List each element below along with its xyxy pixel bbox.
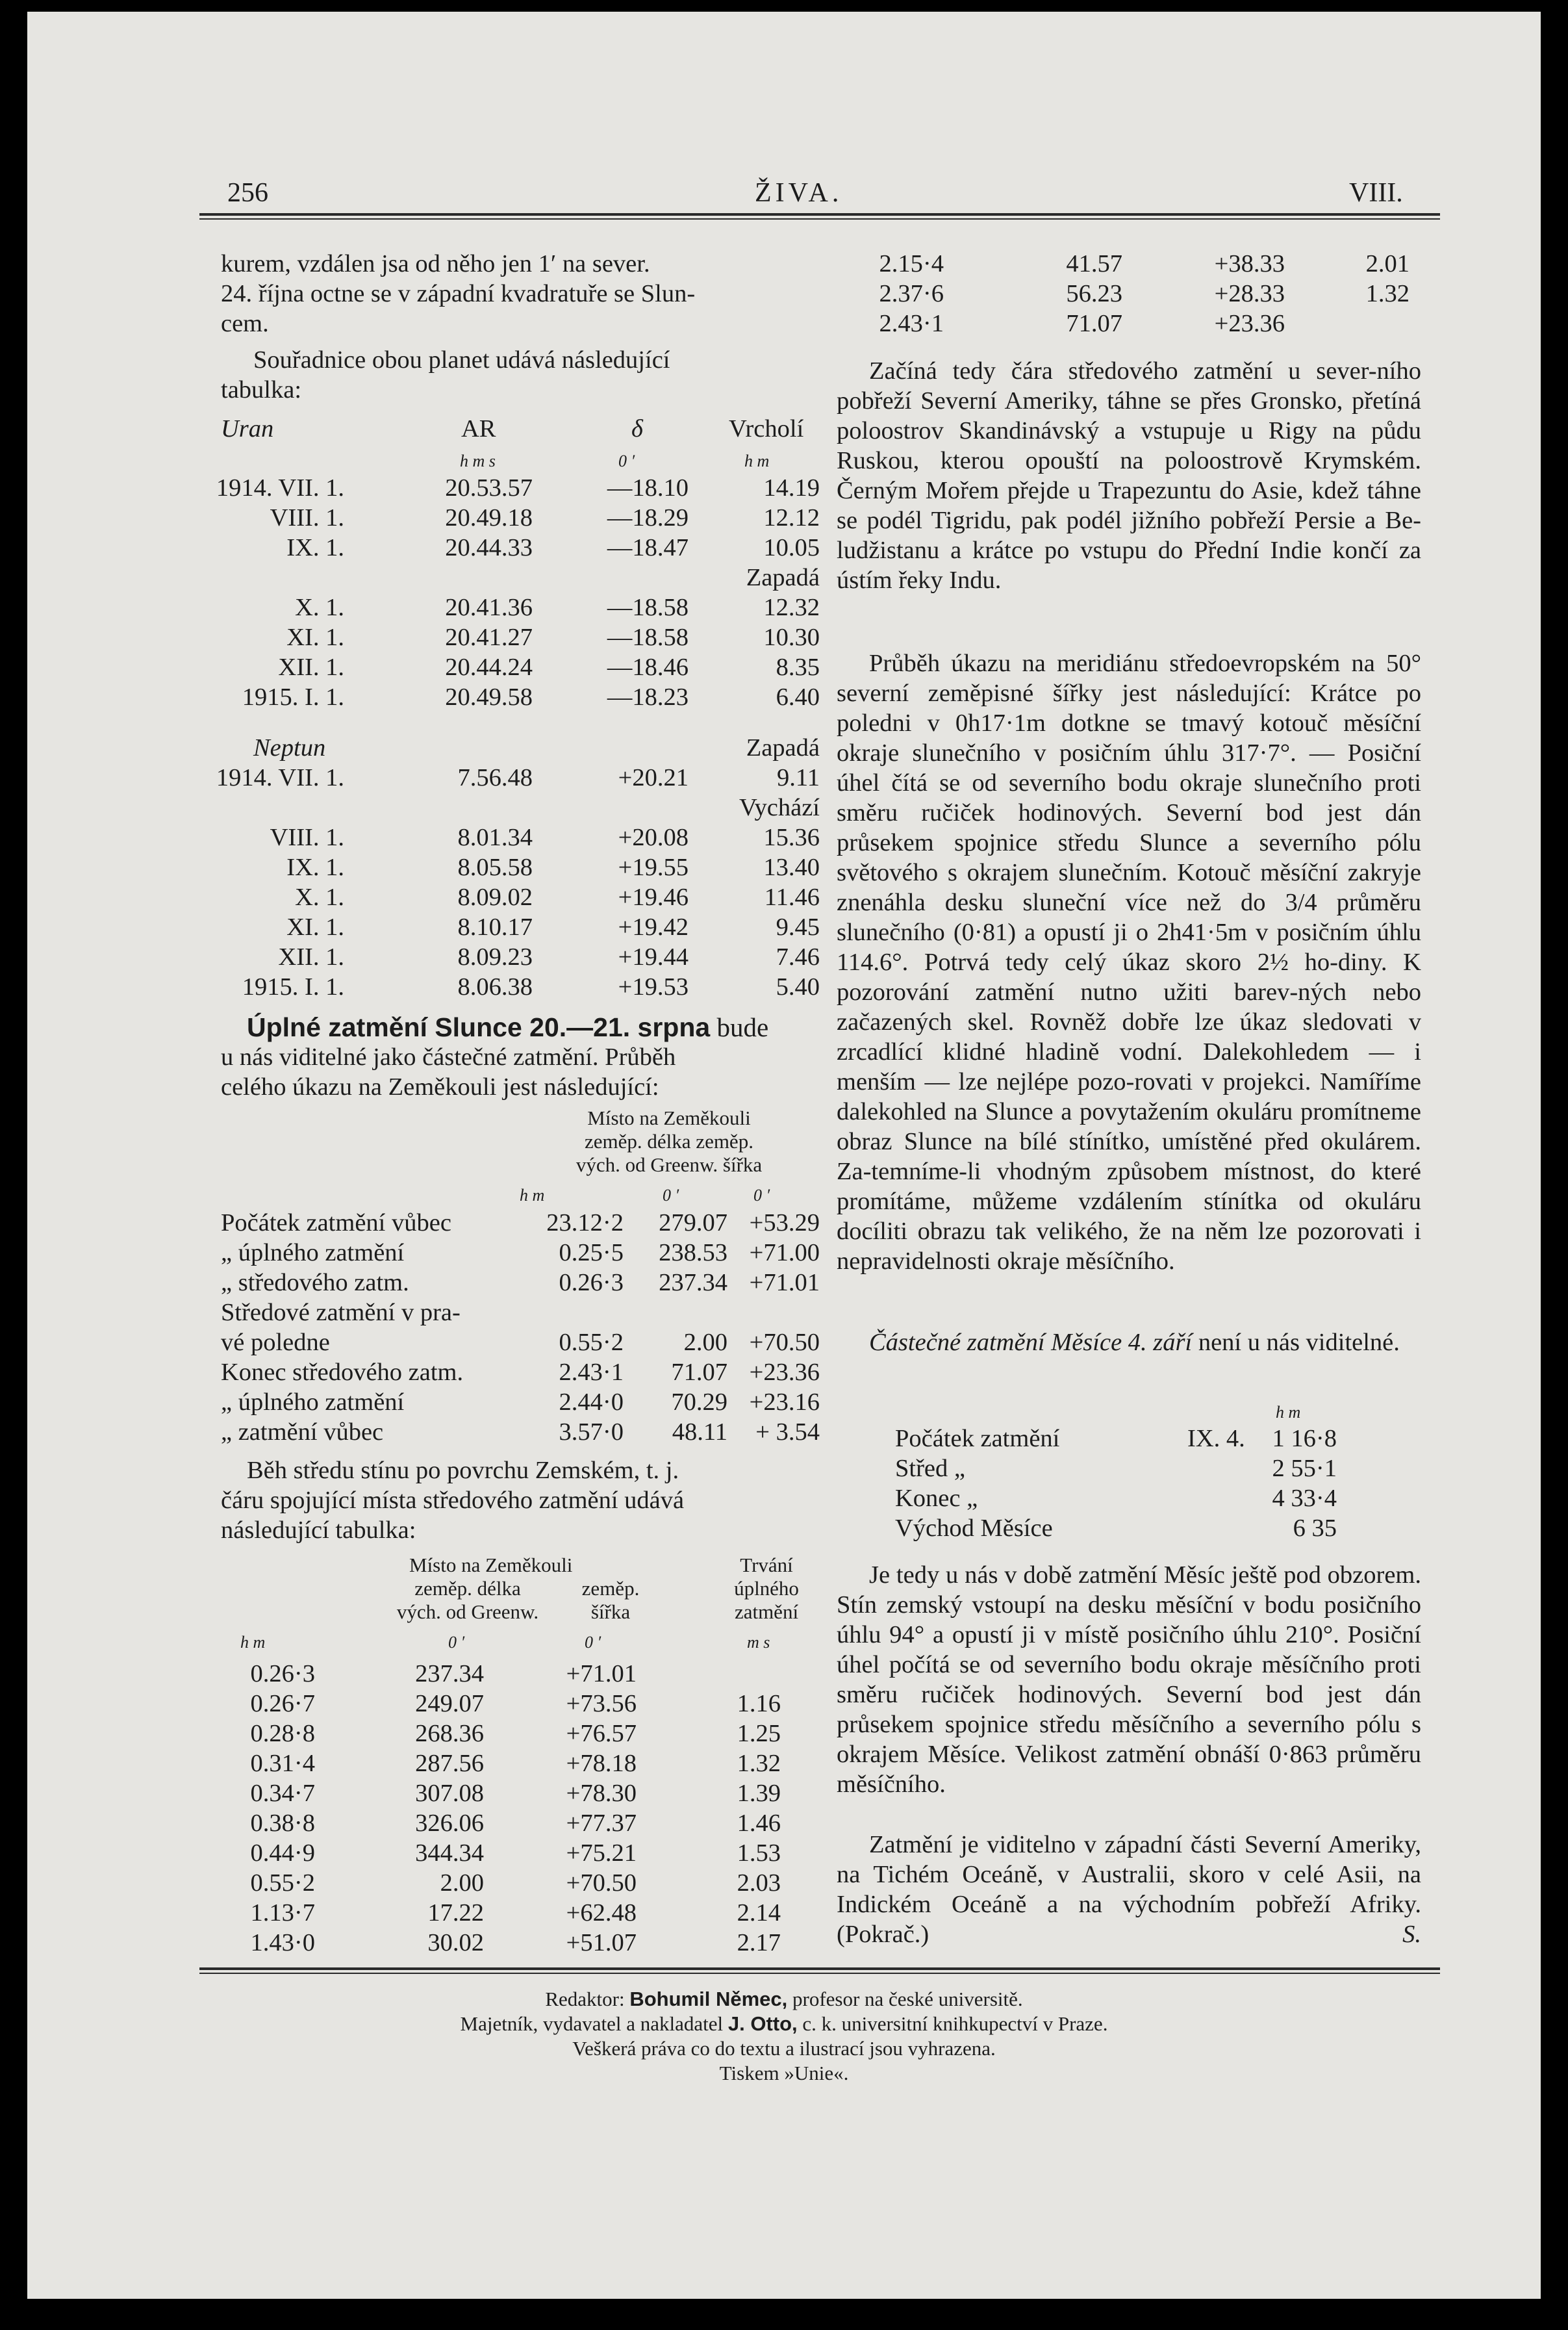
phase-label: „ úplného zatmění bbox=[221, 1389, 405, 1416]
row-time: 8.35 bbox=[776, 654, 820, 681]
table-row bbox=[195, 1808, 820, 1838]
table-row bbox=[195, 1719, 820, 1748]
row-time: 10.30 bbox=[763, 624, 820, 651]
signature: S. bbox=[1402, 1921, 1421, 1948]
paragraph: Začíná tedy čára středového zatmění u sever-ního pobřeží Severní Ameriky, táhne se přes Gronsko, přetíná poloostrov Skandinávský a vstupuje u Rigy na půdu Ruskou, kterou opouští na poloostrově Krymském. Černým Mořem přejde u Trapezuntu do Asie, kdež táhne se podél Tigridu, pak podél jižního pobřeží Persie a Be-ludžistanu a krátce po vstupu do Přední Indie končí za ústím řeky Indu. bbox=[837, 357, 1421, 594]
row-time: 13.40 bbox=[763, 854, 820, 881]
path-time: 0.26·3 bbox=[250, 1660, 315, 1687]
row-ar: 7.56.48 bbox=[457, 764, 533, 791]
row-time: 12.12 bbox=[763, 504, 820, 531]
row-decl: —18.58 bbox=[607, 594, 689, 621]
path-head-lat: šířka bbox=[590, 1600, 631, 1623]
path-time: 0.34·7 bbox=[250, 1780, 315, 1807]
phase-lon: 238.53 bbox=[659, 1239, 727, 1266]
table-row bbox=[195, 912, 820, 942]
path-head-dur: Trvání bbox=[740, 1554, 793, 1576]
table-row bbox=[195, 1208, 820, 1238]
col-header-culm: Vrcholí bbox=[729, 415, 804, 442]
row-ar: 8.09.23 bbox=[457, 943, 533, 971]
path-head-lat: zeměp. bbox=[581, 1577, 640, 1600]
lunar-phase-time: 2 55·1 bbox=[1272, 1455, 1337, 1482]
phase-label: vé poledne bbox=[221, 1329, 330, 1356]
footer-text: Redaktor: bbox=[545, 1988, 630, 2010]
footer-text: Majetník, vydavatel a nakladatel bbox=[460, 2012, 728, 2035]
para-lunar-eclipse bbox=[837, 1327, 1421, 1357]
table-row bbox=[195, 793, 820, 823]
path-time: 0.28·8 bbox=[250, 1720, 315, 1747]
row-decl: —18.10 bbox=[607, 474, 689, 502]
path-lat: +78.30 bbox=[566, 1780, 637, 1807]
path-lat: +75.21 bbox=[566, 1839, 637, 1867]
path-duration: 1.39 bbox=[737, 1780, 781, 1807]
row-ar: 20.41.36 bbox=[445, 594, 533, 621]
phase-time: 23.12·2 bbox=[546, 1209, 624, 1236]
col-header-delta: δ bbox=[631, 415, 643, 442]
table-row bbox=[837, 249, 1421, 279]
row-time: 6.40 bbox=[776, 684, 820, 711]
row-time: 7.46 bbox=[776, 943, 820, 971]
table-row bbox=[195, 1838, 820, 1868]
path-lon: 71.07 bbox=[1066, 310, 1122, 337]
phase-lon: 237.34 bbox=[659, 1269, 727, 1296]
unit-lat: 0 ′ bbox=[753, 1186, 770, 1205]
row-decl: +19.46 bbox=[618, 884, 689, 911]
phase-lon: 71.07 bbox=[671, 1359, 727, 1386]
phase-lon: 2.00 bbox=[683, 1329, 727, 1356]
unit-delta: 0 ′ bbox=[618, 452, 635, 470]
table-row bbox=[195, 942, 820, 972]
lunar-phase-label: Konec „ bbox=[895, 1485, 978, 1512]
row-ar: 20.49.18 bbox=[445, 504, 533, 531]
path-lat: +76.57 bbox=[566, 1720, 637, 1747]
row-date: IX. 1. bbox=[286, 534, 344, 561]
footer-rule-thin bbox=[199, 1973, 1440, 1974]
path-lon: 237.34 bbox=[415, 1660, 484, 1687]
lunar-phase-label: Východ Měsíce bbox=[895, 1515, 1053, 1542]
table-row bbox=[837, 309, 1421, 339]
row-date: XII. 1. bbox=[278, 943, 344, 971]
path-time: 1.43·0 bbox=[250, 1929, 315, 1956]
phase-lon: 279.07 bbox=[659, 1209, 727, 1236]
table-row bbox=[195, 593, 820, 622]
unit-lon: 0 ′ bbox=[663, 1186, 679, 1205]
row-ar: 20.53.57 bbox=[445, 474, 533, 502]
volume-number: VIII. bbox=[1349, 178, 1403, 208]
row-date: 1914. VII. 1. bbox=[216, 764, 344, 791]
row-time: 12.32 bbox=[763, 594, 820, 621]
path-lon: 56.23 bbox=[1066, 280, 1122, 307]
row-time: 11.46 bbox=[764, 884, 820, 911]
path-lat: +62.48 bbox=[566, 1899, 637, 1927]
phase-time: 3.57·0 bbox=[559, 1418, 624, 1446]
row-date: 1915. I. 1. bbox=[242, 973, 344, 1001]
path-time: 1.13·7 bbox=[250, 1899, 315, 1927]
path-lon: 2.00 bbox=[440, 1869, 484, 1897]
row-ar: 8.10.17 bbox=[457, 914, 533, 941]
footer-rule bbox=[199, 1967, 1440, 1970]
table-row bbox=[195, 1238, 820, 1268]
row-decl: +19.53 bbox=[618, 973, 689, 1001]
table-row bbox=[195, 1268, 820, 1298]
footer-editor bbox=[27, 1987, 1541, 2012]
table-row bbox=[195, 1778, 820, 1808]
path-duration: 1.53 bbox=[737, 1839, 781, 1867]
table-row bbox=[195, 682, 820, 712]
row-time: 5.40 bbox=[776, 973, 820, 1001]
unit-time: h m bbox=[520, 1186, 545, 1205]
neptun-header-label: Zapadá bbox=[746, 734, 820, 762]
lunar-phase-date: IX. 4. bbox=[1187, 1425, 1245, 1452]
para-central-europe bbox=[837, 648, 1421, 1276]
path-duration: 2.17 bbox=[737, 1929, 781, 1956]
path-time: 0.38·8 bbox=[250, 1810, 315, 1837]
lunar-unit: h m bbox=[1276, 1403, 1301, 1422]
path-line: následující tabulka: bbox=[221, 1517, 416, 1544]
path-duration: 1.25 bbox=[737, 1720, 781, 1747]
phase-time: 2.44·0 bbox=[559, 1389, 624, 1416]
phase-label: Středové zatmění v pra- bbox=[221, 1299, 461, 1326]
para-lunar-details bbox=[837, 1560, 1421, 1799]
path-time: 2.15·4 bbox=[879, 250, 944, 277]
table-row bbox=[837, 1513, 1421, 1543]
path-time: 0.55·2 bbox=[250, 1869, 315, 1897]
footer-text: c. k. universitní knihkupectví v Praze. bbox=[797, 2012, 1108, 2035]
table-row bbox=[195, 1689, 820, 1719]
place-head: vých. od Greenw. šířka bbox=[575, 1153, 763, 1176]
coords-intro: Souřadnice obou planet udává následující bbox=[253, 346, 670, 374]
row-decl: —18.29 bbox=[607, 504, 689, 531]
path-head-dur: zatmění bbox=[734, 1600, 799, 1623]
phase-label: Počátek zatmění vůbec bbox=[221, 1209, 451, 1236]
table-row bbox=[837, 279, 1421, 309]
footer-publisher bbox=[27, 2012, 1541, 2036]
phase-lon: 48.11 bbox=[672, 1418, 727, 1446]
row-date: IX. 1. bbox=[286, 854, 344, 881]
place-head: zeměp. délka zeměp. bbox=[585, 1130, 753, 1153]
path-lon: 30.02 bbox=[427, 1929, 484, 1956]
path-head-lon: zeměp. délka bbox=[414, 1577, 521, 1600]
path-duration: 2.03 bbox=[737, 1869, 781, 1897]
row-ar: 8.05.58 bbox=[457, 854, 533, 881]
phase-lat: +70.50 bbox=[749, 1329, 820, 1356]
phase-time: 0.26·3 bbox=[559, 1269, 624, 1296]
lunar-eclipse-title: Částečné zatmění Měsíce 4. září bbox=[869, 1329, 1193, 1356]
row-decl: +20.08 bbox=[618, 824, 689, 851]
row-ar: 20.44.24 bbox=[445, 654, 533, 681]
path-lon: 344.34 bbox=[415, 1839, 484, 1867]
planet-name-neptun: Neptun bbox=[253, 734, 326, 762]
paragraph: Zatmění je viditelno v západní části Severní Ameriky, na Tichém Oceáně, v Australii, skoro v celé Asii, na Indickém Oceáně a na východním pobřeží Afriky. (Pokrač.) bbox=[837, 1831, 1421, 1948]
table-row bbox=[195, 652, 820, 682]
intro-line: 24. října octne se v západní kvadratuře se Slun- bbox=[221, 280, 696, 307]
table-row bbox=[195, 823, 820, 852]
lunar-phase-time: 4 33·4 bbox=[1272, 1485, 1337, 1512]
phase-lat: +23.16 bbox=[749, 1389, 820, 1416]
row-date: X. 1. bbox=[295, 884, 344, 911]
path-lat: +51.07 bbox=[566, 1929, 637, 1956]
path-unit-lon: 0 ′ bbox=[448, 1633, 465, 1652]
col-header-ar: AR bbox=[461, 415, 496, 442]
path-time: 2.43·1 bbox=[879, 310, 944, 337]
path-lat: +38.33 bbox=[1214, 250, 1285, 277]
row-decl: +20.21 bbox=[618, 764, 689, 791]
row-date: XI. 1. bbox=[286, 624, 344, 651]
path-unit-lat: 0 ′ bbox=[585, 1633, 601, 1652]
phase-label: Konec středového zatm. bbox=[221, 1359, 464, 1386]
publisher-name: J. Otto, bbox=[727, 2012, 798, 2035]
path-time: 0.31·4 bbox=[250, 1750, 315, 1777]
footer-rights: Veškerá práva co do textu a ilustrací jsou vyhrazena. bbox=[572, 2037, 996, 2060]
path-head-dur: úplného bbox=[734, 1577, 799, 1600]
row-date: XI. 1. bbox=[286, 914, 344, 941]
table-row bbox=[195, 563, 820, 593]
path-lon: 268.36 bbox=[415, 1720, 484, 1747]
phase-time: 0.25·5 bbox=[559, 1239, 624, 1266]
row-time: Vychází bbox=[739, 794, 820, 821]
row-ar: 20.49.58 bbox=[445, 684, 533, 711]
coords-intro: tabulka: bbox=[221, 376, 302, 403]
path-unit-time: h m bbox=[240, 1633, 266, 1652]
path-lat: +77.37 bbox=[566, 1810, 637, 1837]
row-time: 15.36 bbox=[763, 824, 820, 851]
row-time: 9.45 bbox=[776, 914, 820, 941]
row-decl: +19.44 bbox=[618, 943, 689, 971]
lunar-eclipse-tail: není u nás viditelné. bbox=[1198, 1329, 1400, 1356]
path-duration: 1.32 bbox=[1365, 280, 1410, 307]
table-row bbox=[195, 1387, 820, 1417]
table-row bbox=[195, 972, 820, 1002]
para-path-description bbox=[837, 356, 1421, 595]
path-head-lon: vých. od Greenw. bbox=[396, 1600, 539, 1623]
page bbox=[27, 12, 1541, 2299]
unit-culm: h m bbox=[744, 452, 770, 470]
row-ar: 8.01.34 bbox=[457, 824, 533, 851]
row-date: 1915. I. 1. bbox=[242, 684, 344, 711]
row-date: X. 1. bbox=[295, 594, 344, 621]
eclipse-title-line bbox=[247, 1012, 768, 1042]
place-head: Místo na Zeměkouli bbox=[587, 1107, 751, 1129]
table-row bbox=[195, 1748, 820, 1778]
phase-lon: 70.29 bbox=[671, 1389, 727, 1416]
row-time: 9.11 bbox=[777, 764, 820, 791]
row-decl: +19.55 bbox=[618, 854, 689, 881]
row-time: 10.05 bbox=[763, 534, 820, 561]
row-date: VIII. 1. bbox=[270, 824, 344, 851]
path-duration: 2.01 bbox=[1365, 250, 1410, 277]
table-row bbox=[195, 1417, 820, 1447]
path-lon: 249.07 bbox=[415, 1690, 484, 1717]
path-duration: 1.46 bbox=[737, 1810, 781, 1837]
path-duration: 1.16 bbox=[737, 1690, 781, 1717]
intro-line: kurem, vzdálen jsa od něho jen 1′ na sever. bbox=[221, 250, 650, 277]
phase-lat: +53.29 bbox=[749, 1209, 820, 1236]
unit-ar: h m s bbox=[460, 452, 496, 470]
table-row bbox=[837, 1424, 1421, 1453]
row-ar: 20.41.27 bbox=[445, 624, 533, 651]
path-lon: 307.08 bbox=[415, 1780, 484, 1807]
table-row bbox=[195, 533, 820, 563]
path-duration: 1.32 bbox=[737, 1750, 781, 1777]
paragraph: Průběh úkazu na meridiánu středoevropském na 50° severní zeměpisné šířky jest následující: Krátce po poledni v 0h17·1m dotkne se tmavý kotouč měsíční okraje slunečního v posičním úhlu 317·7°. — Posiční úhel čítá se od severního bodu okraje slunečního proti směru ručiček hodinových. Severní bod jest dán průsekem spojnice středu Slunce a severního pólu světového s okrajem slunečním. Kotouč měsíční zakryje znenáhla desku sluneční více než do 3/4 průměru slunečního (0·81) a opustí ji o 2h41·5m v posičním úhlu 114.6°. Potrvá tedy celý úkaz skoro 2½ ho-diny. K pozorování zatmění nutno užiti barev-ných nebo začazených skel. Rovněž dobře lze úkaz sledovati v zrcadlící klidné hladině vodní. Dalekohledem — i menším — lze nejlépe pozo-rovati v projekci. Namíříme dalekohled na Slunce a povytažením okuláru promítneme obraz Slunce na bílé stínítko, umístěné před okulárem. Za-temníme-li vhodným způsobem místnost, do které promítáme, můžeme vzdálením stínítka od okuláru docíliti obrazu tak velikého, že na něm lze pozorovati i nepravidelnosti okraje měsíčního. bbox=[837, 650, 1421, 1275]
table-row bbox=[195, 852, 820, 882]
row-decl: —18.47 bbox=[607, 534, 689, 561]
path-lat: +71.01 bbox=[566, 1660, 637, 1687]
table-row bbox=[195, 473, 820, 503]
path-unit-dur: m s bbox=[747, 1633, 770, 1652]
phase-label: „ zatmění vůbec bbox=[221, 1418, 384, 1446]
row-date: XII. 1. bbox=[278, 654, 344, 681]
header-rule bbox=[199, 213, 1440, 216]
row-date: 1914. VII. 1. bbox=[216, 474, 344, 502]
table-row bbox=[195, 1868, 820, 1898]
table-row bbox=[195, 1898, 820, 1928]
path-lon: 326.06 bbox=[415, 1810, 484, 1837]
path-line: čáru spojující místa středového zatmění udává bbox=[221, 1487, 685, 1514]
path-lat: +23.36 bbox=[1214, 310, 1285, 337]
lunar-phase-time: 6 35 bbox=[1293, 1515, 1337, 1542]
lunar-phase-label: Počátek zatmění bbox=[895, 1425, 1060, 1452]
footer-printer: Tiskem »Unie«. bbox=[719, 2062, 849, 2084]
path-lon: 17.22 bbox=[427, 1899, 484, 1927]
table-row bbox=[195, 503, 820, 533]
footer-text: profesor na české universitě. bbox=[787, 1988, 1023, 2010]
table-row bbox=[195, 1659, 820, 1689]
paragraph: Je tedy u nás v době zatmění Měsíc ještě pod obzorem. Stín zemský vstoupí na desku měsíční v bodu posičního úhlu 94° a opustí ji v místě posičního úhlu 210°. Posiční úhel počítá se od severního bodu okraje měsíčního proti směru ručiček hodinových. Severní bod jest dán průsekem spojnice středu měsíčního a severního pólu s okrajem Měsíce. Velikost zatmění obnáší 0·863 průměru měsíčního. bbox=[837, 1561, 1421, 1798]
phase-lat: +23.36 bbox=[749, 1359, 820, 1386]
lunar-phase-time: 1 16·8 bbox=[1272, 1425, 1337, 1452]
table-row bbox=[195, 622, 820, 652]
row-decl: —18.23 bbox=[607, 684, 689, 711]
row-time: 14.19 bbox=[763, 474, 820, 502]
row-date: VIII. 1. bbox=[270, 504, 344, 531]
journal-title: ŽIVA. bbox=[755, 178, 843, 208]
row-ar: 8.09.02 bbox=[457, 884, 533, 911]
path-duration: 2.14 bbox=[737, 1899, 781, 1927]
table-row bbox=[837, 1453, 1421, 1483]
planet-name-uran: Uran bbox=[221, 415, 274, 442]
eclipse-title: Úplné zatmění Slunce 20.—21. srpna bbox=[247, 1012, 711, 1042]
path-lat: +28.33 bbox=[1214, 280, 1285, 307]
lunar-phase-label: Střed „ bbox=[895, 1455, 965, 1482]
path-head-place: Místo na Zeměkouli bbox=[409, 1554, 573, 1576]
path-time: 0.44·9 bbox=[250, 1839, 315, 1867]
path-lon: 287.56 bbox=[415, 1750, 484, 1777]
phase-label: „ úplného zatmění bbox=[221, 1239, 405, 1266]
phase-time: 2.43·1 bbox=[559, 1359, 624, 1386]
page-number: 256 bbox=[227, 178, 268, 208]
table-row bbox=[837, 1483, 1421, 1513]
row-decl: —18.58 bbox=[607, 624, 689, 651]
phase-lat: +71.01 bbox=[749, 1269, 820, 1296]
table-row bbox=[195, 763, 820, 793]
path-line: Běh středu stínu po povrchu Zemském, t. j. bbox=[247, 1457, 679, 1484]
row-ar: 8.06.38 bbox=[457, 973, 533, 1001]
phase-time: 0.55·2 bbox=[559, 1329, 624, 1356]
table-row bbox=[195, 1298, 820, 1327]
row-decl: —18.46 bbox=[607, 654, 689, 681]
table-row bbox=[195, 1357, 820, 1387]
phase-label: „ středového zatm. bbox=[221, 1269, 409, 1296]
row-ar: 20.44.33 bbox=[445, 534, 533, 561]
table-row bbox=[195, 1928, 820, 1958]
path-lat: +73.56 bbox=[566, 1690, 637, 1717]
phase-lat: +71.00 bbox=[749, 1239, 820, 1266]
path-lon: 41.57 bbox=[1066, 250, 1122, 277]
path-time: 2.37·6 bbox=[879, 280, 944, 307]
left-column bbox=[195, 249, 820, 2133]
table-row bbox=[195, 882, 820, 912]
eclipse-title-tail: bude bbox=[716, 1012, 769, 1042]
path-time: 0.26·7 bbox=[250, 1690, 315, 1717]
header-rule-thin bbox=[199, 218, 1440, 220]
row-time: Zapadá bbox=[746, 564, 820, 591]
path-lat: +70.50 bbox=[566, 1869, 637, 1897]
eclipse-line: u nás viditelné jako částečné zatmění. Průběh bbox=[221, 1043, 676, 1071]
editor-name: Bohumil Němec, bbox=[629, 1988, 788, 2010]
path-lat: +78.18 bbox=[566, 1750, 637, 1777]
table-row bbox=[195, 1327, 820, 1357]
intro-line: cem. bbox=[221, 310, 269, 337]
row-decl: +19.42 bbox=[618, 914, 689, 941]
phase-lat: + 3.54 bbox=[755, 1418, 820, 1446]
eclipse-line: celého úkazu na Zeměkouli jest následující: bbox=[221, 1073, 659, 1101]
para-visibility bbox=[837, 1830, 1421, 1949]
right-column bbox=[837, 249, 1421, 2133]
